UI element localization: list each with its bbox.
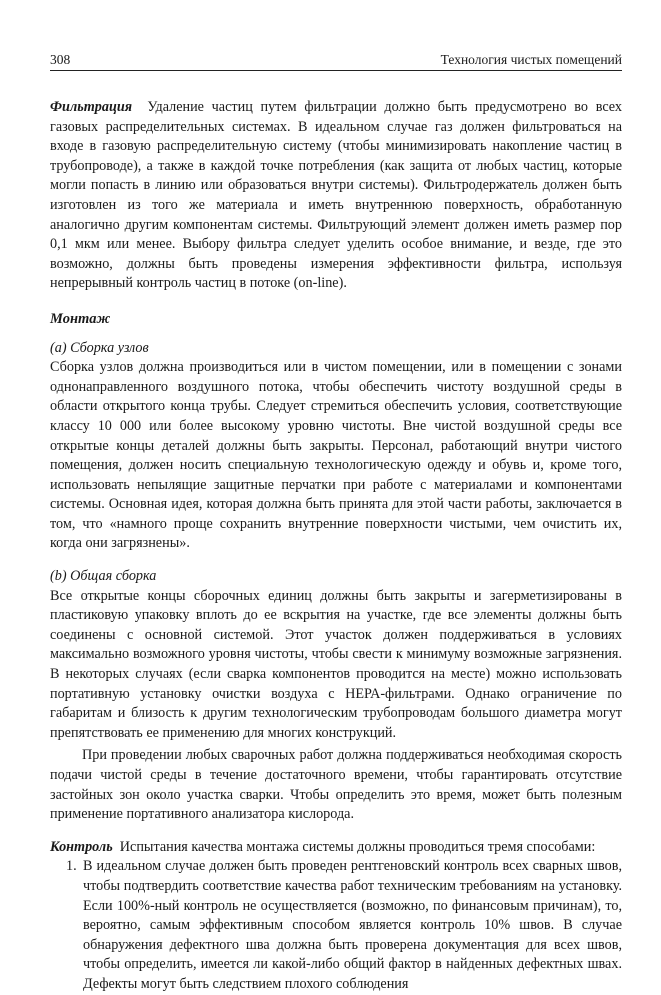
welding-paragraph: При проведении любых сварочных работ должна поддерживаться необходимая скорость подачи чистой среды в течение достаточного времени, чтобы гарантировать отсутствие застойных зон около участка сварки. Чтобы определить это время, может быть полезным применение портативного анализатора кислорода. (50, 747, 622, 823)
control-text: Испытания качества монтажа системы должны проводиться тремя способами: (119, 838, 596, 855)
general-assembly-title: (b) Общая сборка (50, 568, 157, 585)
running-title: Технология чистых помещений (440, 52, 622, 67)
list-item-text: В идеальном случае должен быть проведен рентгеновский контроль всех сварных швов, чтобы подтвердить соответствие качества работ техническим требованиям на установку. Если 100%-ный контроль не осуществляется (возможно, по финансовым причинам), то, вероятно, самым эффективным способом является контроль 10% швов. В случае обнаружения дефектного шва должна быть проверена документация для всех швов, чтобы определить, имеется ли какой-либо общий фактор в найденных дефектных швах. Дефекты могут быть следствием плохого соблюдения (83, 858, 622, 992)
control-paragraph (50, 838, 622, 858)
filtration-paragraph (50, 98, 622, 294)
control-heading: Контроль (50, 838, 113, 855)
filtration-text: Удаление частиц путем фильтрации должно быть предусмотрено во всех газовых распределительных системах. В идеальном случае газ должен фильтроваться на входе в газовую распределительную систему (чтобы минимизировать накопление частиц в трубопроводе), а также в каждой точке потребления (как защита от любых частиц, которые могли попасть в линию или образоваться внутри системы). Фильтродержатель должен быть изготовлен из того же материала и иметь внутреннюю поверхность, обработанную аналогично другим компонентам системы. Фильтрующий элемент должен иметь размер пор 0,1 мкм или менее. Выбору фильтра следует уделить особое внимание, и везде, где это возможно, должны быть проведены измерения эффективности фильтра, используя непрерывный контроль частиц в потоке (on-line). (50, 99, 622, 292)
page-number: 308 (50, 52, 71, 67)
assembly-units-title: (а) Сборка узлов (50, 339, 149, 356)
general-assembly-text: Все открытые концы сборочных единиц должны быть закрыты и загерметизированы в пластиковую упаковку вплоть до ее вскрытия на участке, где все элементы должны быть соединены с основной системой. Этот участок должен поддерживаться в условиях максимально возможного уровня чистоты, чтобы свести к минимуму возможные загрязнения. В некоторых случаях (если сварка компонентов проводится на месте) можно использовать портативную установку очистки воздуха с НЕРА-фильтрами. Однако ограничение по габаритам и близость к другим технологическим трубопроводам большого диаметра могут препятствовать ее применению для многих конструкций. (50, 587, 622, 741)
montage-heading: Монтаж (50, 310, 111, 327)
list-item-number: 1. (66, 858, 77, 875)
running-header (50, 52, 622, 71)
body-text (50, 98, 622, 995)
assembly-units-text: Сборка узлов должна производиться или в чистом помещении, или в помещении с зонами однонаправленного воздушного потока, чтобы обеспечить чистоту воздушной среды в области открытого конца трубы. Следует стремиться обеспечить условия, соответствующие классу 10 000 или более высокому уровню чистоты. Вне чистой воздушной среды все открытые концы деталей должны быть закрыты. Персонал, работающий внутри чистого помещения, должен носить специальную технологическую одежду и обувь и, кроме того, использовать непылящие защитные перчатки при работе с материалами и компонентами системы. Основная идея, которая должна быть принята для этой части работы, заключается в том, что «намного проще сохранить внутренние поверхности чистыми, чем очистить их, когда они загрязнены». (50, 359, 622, 552)
list-item (50, 857, 622, 994)
filtration-heading: Фильтрация (50, 99, 133, 115)
